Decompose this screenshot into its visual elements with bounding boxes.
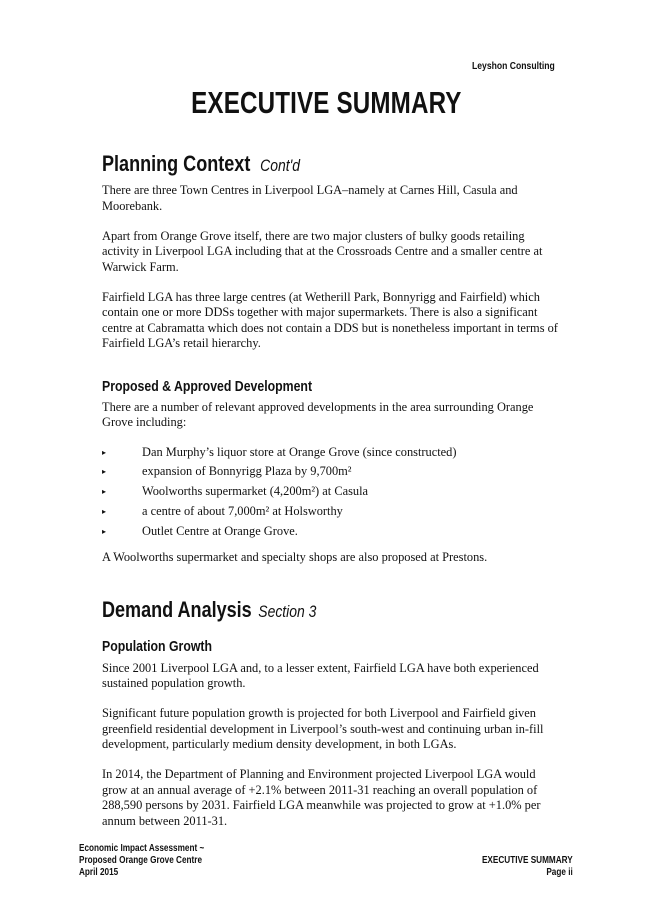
proposed-development-closing: A Woolworths supermarket and specialty shops are also proposed at Prestons. <box>102 550 488 565</box>
list-item-text: Dan Murphy’s liquor store at Orange Grove (since constructed) <box>142 444 457 459</box>
footer-project-name: Proposed Orange Grove Centre <box>79 855 203 866</box>
footer-right <box>462 855 573 879</box>
planning-context-heading <box>102 150 564 180</box>
bullet-arrow-icon: ▸ <box>102 506 107 516</box>
main-content <box>102 150 564 829</box>
demand-analysis-title: Demand Analysis <box>102 596 252 622</box>
list-item <box>102 445 564 461</box>
population-paragraph-2: Significant future population growth is projected for both Liverpool and Fairfield given greenfield residential development in Liverpool’s south-west and continuing urban in-fill development, particularly medium density development, in both LGAs. <box>102 706 544 752</box>
planning-context-heading-text <box>102 150 300 180</box>
bullet-arrow-icon: ▸ <box>102 526 107 536</box>
bullet-arrow-icon: ▸ <box>102 447 107 457</box>
list-item-text: a centre of about 7,000m² at Holsworthy <box>142 503 343 518</box>
demand-analysis-heading-text <box>102 596 316 626</box>
list-item-text: Outlet Centre at Orange Grove. <box>142 523 298 538</box>
population-growth-heading-text: Population Growth <box>102 637 213 655</box>
footer-page-number: Page ii <box>546 867 573 878</box>
footer-date: April 2015 <box>79 867 119 878</box>
list-item-text: expansion of Bonnyrigg Plaza by 9,700m² <box>142 464 352 479</box>
development-list <box>102 445 564 540</box>
bullet-arrow-icon: ▸ <box>102 467 107 477</box>
planning-paragraph-2: Apart from Orange Grove itself, there are two major clusters of bulky goods retailing activity in Liverpool LGA including that at the Crossroads Centre and a smaller centre at Warwick Farm. <box>102 228 543 274</box>
footer-left <box>79 843 232 879</box>
proposed-development-heading-text: Proposed & Approved Development <box>102 377 313 395</box>
list-item <box>102 464 564 480</box>
planning-paragraph-3: Fairfield LGA has three large centres (at Wetherill Park, Bonnyrigg and Fairfield) which contain one or more DDSs together with major supermarkets. There is also a significant centre at Cabramatta which does not contain a DDS but is nonetheless important in terms of Fairfield LGA’s retail hierarchy. <box>102 289 558 350</box>
population-growth-heading <box>102 637 564 657</box>
list-item <box>102 484 564 500</box>
planning-context-subtitle: Cont'd <box>260 156 301 175</box>
footer-report-title: Economic Impact Assessment ~ <box>79 843 205 854</box>
proposed-development-heading <box>102 377 564 397</box>
planning-context-title: Planning Context <box>102 151 251 176</box>
population-paragraph-1: Since 2001 Liverpool LGA and, to a lesser extent, Fairfield LGA have both experienced sustained population growth. <box>102 660 539 691</box>
bullet-arrow-icon: ▸ <box>102 487 107 497</box>
demand-analysis-heading <box>102 596 564 626</box>
list-item <box>102 524 564 540</box>
proposed-development-intro: There are a number of relevant approved developments in the area surrounding Orange Grove including: <box>102 399 534 429</box>
population-paragraph-3: In 2014, the Department of Planning and Environment projected Liverpool LGA would grow at an annual average of +2.1% between 2011-31 reaching an overall population of 288,590 persons by 2031. Fairfield LGA meanwhile was projected to grow at +1.0% per annum between 2011-31. <box>102 767 541 828</box>
list-item-text: Woolworths supermarket (4,200m²) at Casula <box>142 484 369 499</box>
planning-paragraph-1: There are three Town Centres in Liverpool LGA–namely at Carnes Hill, Casula and Moorebank. <box>102 183 518 213</box>
page-title <box>0 85 652 121</box>
demand-analysis-subtitle: Section 3 <box>258 601 317 621</box>
list-item <box>102 504 564 520</box>
header-company <box>472 60 573 72</box>
page-title-text: EXECUTIVE SUMMARY <box>190 85 462 120</box>
header-company-text: Leyshon Consulting <box>472 60 555 72</box>
footer-section: EXECUTIVE SUMMARY <box>482 855 573 866</box>
